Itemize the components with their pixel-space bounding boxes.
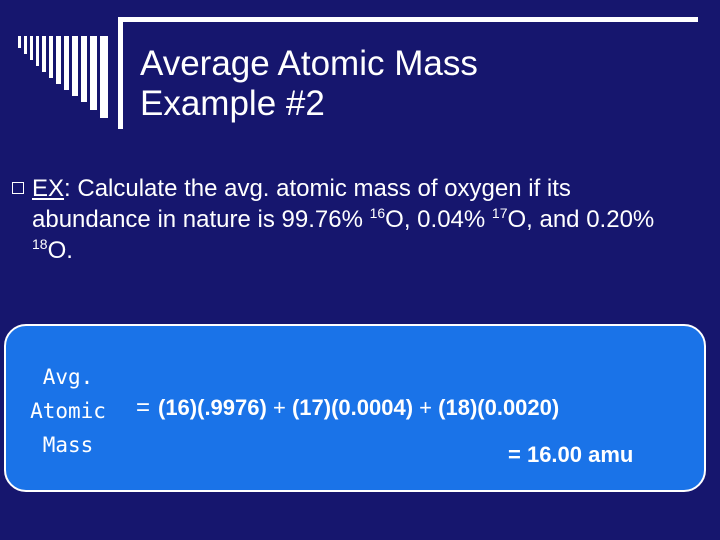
example-colon: :	[64, 175, 71, 202]
slide-title	[140, 44, 478, 124]
isotope-17-mass: 17	[491, 205, 508, 221]
decor-bar	[49, 36, 53, 78]
example-label: EX	[32, 175, 65, 202]
decor-bar	[100, 36, 108, 118]
lhs-line-1: Avg.	[42, 365, 94, 389]
bullet-item	[12, 173, 702, 266]
lhs-line-3: Mass	[42, 433, 94, 457]
bullet-text	[32, 173, 692, 266]
square-bullet-icon	[12, 182, 24, 194]
bullet-text-a: Calculate the avg. atomic mass of oxygen if its abundance in nature is 99.76%	[32, 175, 571, 233]
decor-bar	[24, 36, 27, 54]
decor-bar	[36, 36, 39, 66]
bullet-text-c: O, and 0.20%	[507, 206, 655, 233]
title-line-1: Average Atomic Mass	[140, 44, 478, 83]
decor-bar	[30, 36, 33, 60]
formula-result: = 16.00 amu	[508, 442, 634, 467]
title-left-rule	[118, 17, 123, 129]
lhs-line-2: Atomic	[30, 399, 106, 423]
plus-sign: +	[419, 395, 433, 420]
bullet-text-d: O.	[47, 237, 73, 264]
decor-bar	[81, 36, 87, 102]
decor-bar	[42, 36, 46, 72]
term-16: (16)(.9976)	[158, 395, 267, 420]
term-17: (17)(0.0004)	[291, 395, 414, 420]
title-top-rule	[118, 17, 698, 22]
formula-lhs	[16, 360, 120, 462]
decor-bar	[72, 36, 78, 96]
formula-expression	[158, 392, 559, 424]
decor-bar	[90, 36, 97, 110]
term-18: (18)(0.0020)	[438, 395, 560, 420]
isotope-18-mass: 18	[32, 236, 48, 252]
title-line-2: Example #2	[140, 84, 325, 123]
isotope-16-mass: 16	[369, 205, 386, 221]
bullet-text-b: O, 0.04%	[385, 206, 492, 233]
plus-sign: +	[272, 395, 286, 420]
equals-sign: =	[136, 394, 151, 421]
decor-bar	[64, 36, 69, 90]
decor-bar	[18, 36, 21, 48]
decor-bar	[56, 36, 61, 84]
